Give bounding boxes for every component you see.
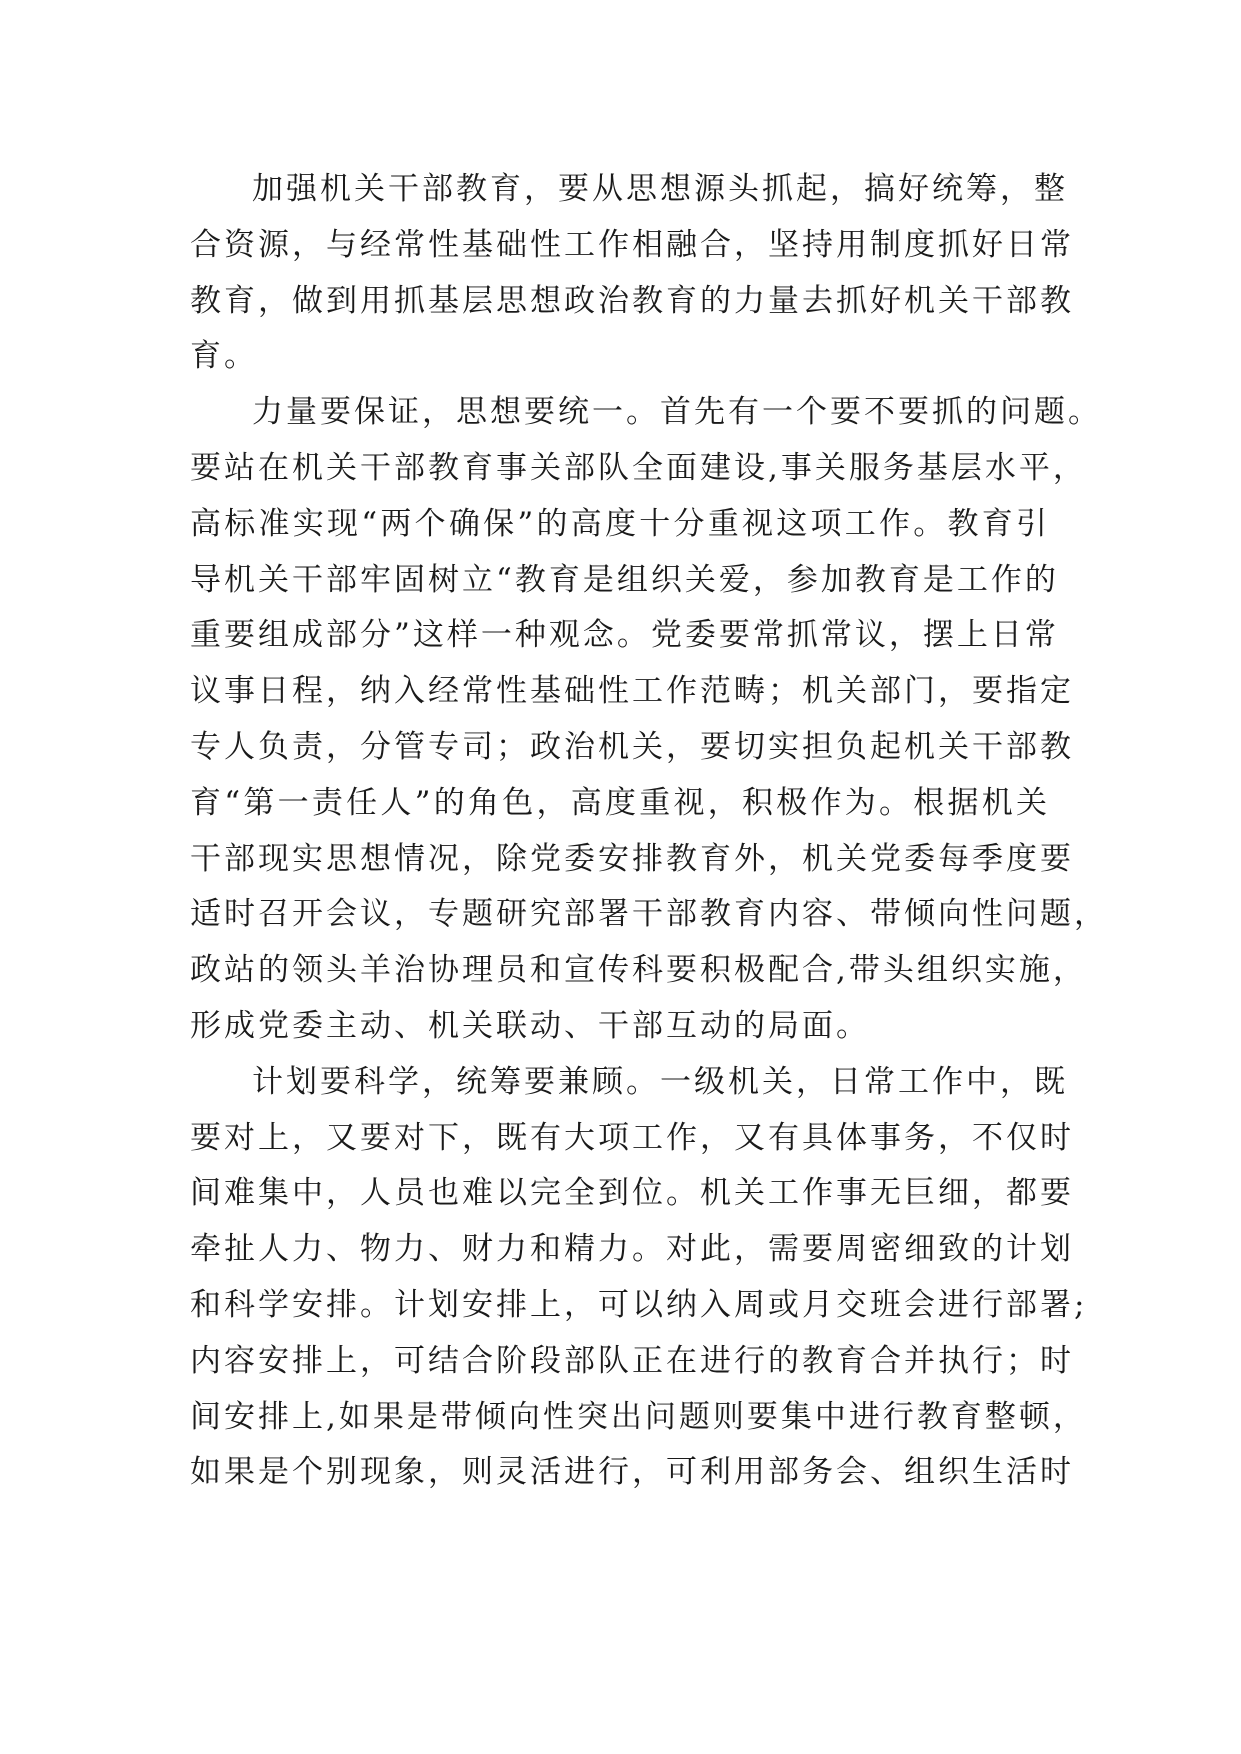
text-line: 政站的领头羊治协理员和宣传科要积极配合,带头组织实施， [190,952,1087,989]
text-line: 导机关干部牢固树立“教育是组织关爱，参加教育是工作的 [190,561,1059,598]
text-line: 间安排上,如果是带倾向性突出问题则要集中进行教育整顿， [190,1398,1087,1435]
text-line: 牵扯人力、物力、财力和精力。对此，需要周密细致的计划 [190,1231,1074,1268]
text-line: 育。 [190,338,258,375]
text-line: 要对上，又要对下，既有大项工作，又有具体事务，不仅时 [190,1119,1074,1156]
text-line: 议事日程，纳入经常性基础性工作范畴；机关部门，要指定 [190,673,1074,710]
text-line: 计划要科学，统筹要兼顾。一级机关，日常工作中，既 [252,1063,1068,1100]
text-line: 和科学安排。计划安排上，可以纳入周或月交班会进行部署; [190,1286,1088,1323]
text-line: 合资源，与经常性基础性工作相融合，坚持用制度抓好日常 [190,226,1074,263]
text-line: 适时召开会议，专题研究部署干部教育内容、带倾向性问题， [190,896,1108,933]
text-line: 形成党委主动、机关联动、干部互动的局面。 [190,1007,870,1044]
text-line: 专人负责，分管专司；政治机关，要切实担负起机关干部教 [190,728,1074,765]
text-line: 内容安排上，可结合阶段部队正在进行的教育合并执行；时 [190,1342,1074,1379]
paragraph-3 [190,1055,1088,1501]
text-line: 力量要保证，思想要统一。首先有一个要不要抓的问题。 [252,394,1102,431]
text-line: 间难集中，人员也难以完全到位。机关工作事无巨细，都要 [190,1175,1074,1212]
paragraph-2 [190,385,1108,1055]
text-line: 干部现实思想情况，除党委安排教育外，机关党委每季度要 [190,840,1074,877]
text-line: 教育，做到用抓基层思想政治教育的力量去抓好机关干部教 [190,282,1074,319]
text-line: 高标准实现“两个确保”的高度十分重视这项工作。教育引 [190,505,1050,542]
text-line: 加强机关干部教育，要从思想源头抓起，搞好统筹，整 [252,171,1068,207]
text-line: 要站在机关干部教育事关部队全面建设,事关服务基层水平， [190,449,1087,486]
text-line: 育“第一责任人”的角色，高度重视，积极作为。根据机关 [190,784,1050,821]
text-line: 如果是个别现象，则灵活进行，可利用部务会、组织生活时 [190,1454,1074,1491]
document-body [190,162,1108,1501]
paragraph-1 [190,162,1074,385]
text-line: 重要组成部分”这样一种观念。党委要常抓常议，摆上日常 [190,617,1059,654]
